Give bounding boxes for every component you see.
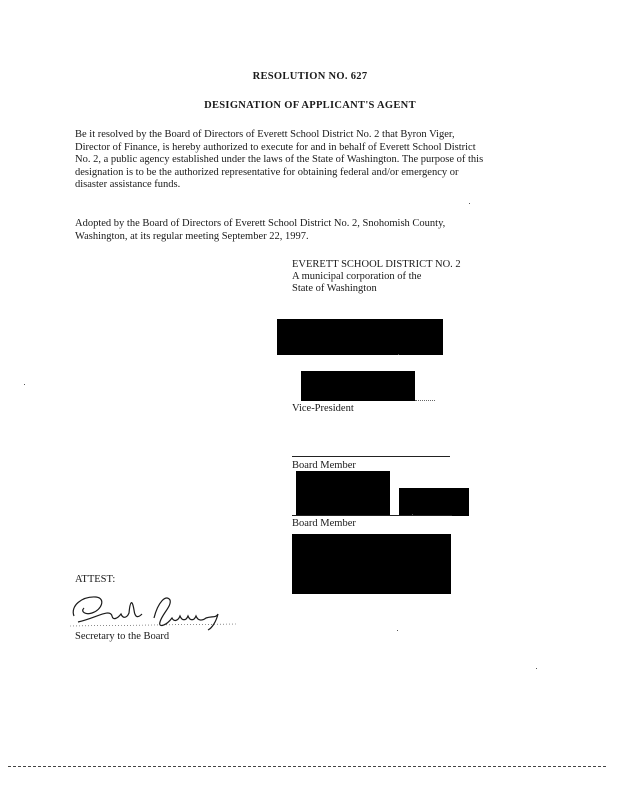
paragraph-line: disaster assistance funds. <box>75 179 181 190</box>
resolution-title: RESOLUTION NO. 627 <box>252 71 368 82</box>
scan-speck <box>397 630 398 631</box>
adoption-paragraph <box>75 218 445 243</box>
paragraph-line: designation is to be the authorized representative for obtaining federal and/or emergency or <box>75 166 459 178</box>
signature-line <box>415 400 435 401</box>
redacted-signature <box>292 534 451 594</box>
organization-name: EVERETT SCHOOL DISTRICT NO. 2 <box>292 259 461 270</box>
paragraph-line: Director of Finance, is hereby authorized to execute for and in behalf of Everett School District <box>75 141 476 153</box>
page-bottom-rule <box>8 766 606 767</box>
scan-speck <box>412 514 413 515</box>
scan-speck <box>24 384 25 385</box>
resolution-paragraph <box>75 129 483 192</box>
organization-line: A municipal corporation of the <box>292 271 422 282</box>
paragraph-line: No. 2, a public agency established under the laws of the State of Washington. The purpose of this <box>75 154 484 165</box>
signature-line <box>292 456 450 457</box>
resolution-subtitle: DESIGNATION OF APPLICANT'S AGENT <box>204 100 416 111</box>
organization-line: State of Washington <box>292 283 377 294</box>
paragraph-line: Be it resolved by the Board of Directors of Everett School District No. 2 that Byron Viger, <box>75 129 455 140</box>
organization-block <box>292 259 461 295</box>
scan-speck <box>398 354 399 355</box>
redacted-signature <box>296 471 390 515</box>
vice-president-label: Vice-President <box>292 403 354 414</box>
redacted-signature <box>301 371 415 401</box>
secretary-label: Secretary to the Board <box>75 631 170 642</box>
scan-speck <box>536 668 537 669</box>
scan-speck <box>469 203 470 204</box>
board-member-label: Board Member <box>292 460 356 471</box>
attest-label: ATTEST: <box>75 574 116 585</box>
paragraph-line: Washington, at its regular meeting September 22, 1997. <box>75 230 309 242</box>
secretary-signature <box>66 588 241 633</box>
board-member-label: Board Member <box>292 518 356 529</box>
paragraph-line: Adopted by the Board of Directors of Everett School District No. 2, Snohomish County, <box>75 218 446 229</box>
redacted-signature <box>277 319 443 355</box>
signature-line <box>292 515 452 516</box>
redacted-signature <box>399 488 469 516</box>
